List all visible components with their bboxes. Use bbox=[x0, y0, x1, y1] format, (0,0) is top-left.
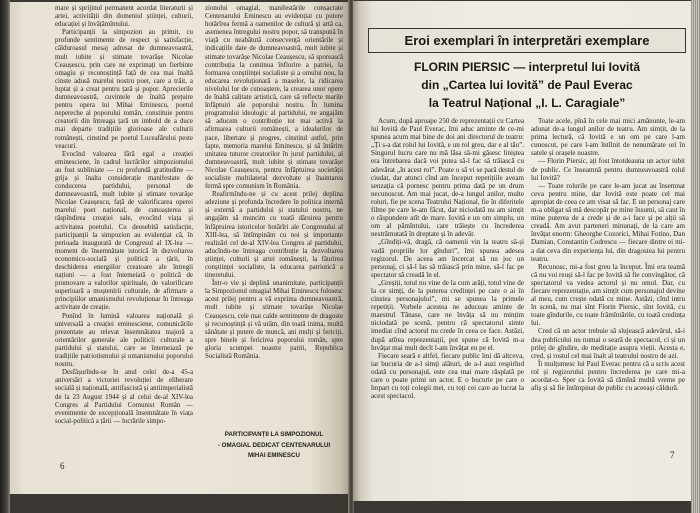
paragraph: Într-o vie și deplină unanimitate, participanții la Simpozionul omagial Mihai Eminescu folosesc acest prilej pentru a vă exprima dumneavoastră, mult iubite și stimate tovarășe Nicolae Ceaușescu, cele mai calde sentimente de dragoste și recunoștință și vă urăm, din toată inima, multă sănătate și putere de muncă, ani mulți și fericiți, spre binele și fericirea poporului român, spre gloria scumpei noastre patrii, Republica Socialistă România. bbox=[205, 280, 343, 361]
section-header-box bbox=[368, 28, 686, 53]
caption-line: PARTICIPANȚII LA SIMPOZIONUL bbox=[224, 431, 324, 438]
headline-line: FLORIN PIERSIC — interpretul lui Iovită bbox=[413, 60, 641, 74]
page-edges bbox=[691, 0, 700, 513]
paragraph: Desfășurîndu-se în anul celei de-a 45-a aniversări a victoriei revoluției de eliberare socială și națională, antifascistă și antiimperialistă de la 23 August 1944 și al celui de-al XIV-lea Congres al Partidului Comunist Român — evenimente de excepțională însemnătate în viața social-politică a țării — lucrările simpo- bbox=[55, 369, 193, 425]
article-headline bbox=[368, 58, 686, 112]
left-page-column-2 bbox=[205, 5, 343, 425]
left-page bbox=[10, 2, 350, 494]
page-number: 7 bbox=[670, 450, 675, 460]
right-page bbox=[353, 1, 691, 501]
paragraph: Fiecare seară e altfel, fiecare public îmi dă altceva, iar bucuria de a-l simți alături, de a-l auzi respirînd odată cu personajul, este cea mai mare răsplată pe care o poate primi un actor. E o bucurie pe care o împart cu toți colegii mei, cu toți cei care au lucrat la acest spectacol. bbox=[371, 351, 524, 401]
left-page-column-1 bbox=[55, 5, 193, 477]
page-number: 6 bbox=[60, 461, 65, 471]
paragraph: mare și sprijinul permanent acordat literaturii și artei, activității din domeniul științei, culturii, educației și învățămîntului. bbox=[55, 5, 193, 29]
article-signature-caption bbox=[205, 430, 343, 462]
caption-line: - OMAGIAL DEDICAT CENTENARULUI bbox=[217, 441, 331, 449]
paragraph: Acum, după aproape 250 de reprezentații cu Cartea lui Iovită de Paul Everac, îmi aduc aminte de ce-mi spunea acum mai bine de doi ani directorul de teatru: „Ți s-a dat rolul lui Iovită, e un rol greu, dar e al tău”. Singurul lucru care nu mă lăsa să-mi găsesc liniștea era întrebarea dacă voi putea să-l fac să trăiască cu adevărat „în acest rol”. Poate o să vi se pară destul de ciudat, dar atunci cînd am început repetițiile aveam senzația că pornesc pentru prima dată pe un drum necunoscut. Am mai jucat, de-a lungul anilor, multe roluri, fie pe scena Teatrului Național, fie în diferitele filme pe care le-am făcut, dar niciodată nu am simțit o răspundere atît de mare. Iovită e un om simplu, un om al pămîntului, care trăiește cu încrederea nestrămutată în dreptate și în adevăr. bbox=[371, 117, 524, 239]
paragraph: — Florin Piersic, ați fost întotdeauna un actor iubit de public. Ce înseamnă pentru dumneavoastră rolul lui Iovită? bbox=[531, 157, 685, 182]
paragraph: „Greșiți, totul nu vine de la cum arăți, totul vine de la ce simți, de la puterea credinței pe care o ai în cinstea personajului”, mi se spunea la primele repetiții. Vorbele acestea ne aduceau aminte de maestrul Tănase, care ne învăța să nu mințim niciodată pe scenă, pentru că spectatorul simte imediat cînd actorul nu crede în ceea ce face. Astăzi, după atîtea reprezentații, pot spune că Iovită m-a învățat mai mult decît l-am învățat eu pe el. bbox=[371, 278, 524, 352]
caption-line: MIHAI EMINESCU bbox=[248, 452, 300, 459]
paragraph: Participanții la simpozion au primit, cu profunde sentimente de respect și satisfacție, călduroasul mesaj adresat de dumneavoastră, mult iubite și stimate tovarășe Nicolae Ceaușescu, prin care ne exprimați un fierbinte omagiu și recunoștință față de cea mai înaltă cinste adusă marelui nostru poet, care a trăit, a luptat și a creat pentru țară și popor. Aprecierile dumneavoastră, cuvintele de înaltă prețuire pentru opera lui Mihai Eminescu, poetul nepereche al poporului român, constituie pentru creatorii din întreaga țară un imbold de a duce mai departe tradițiile glorioase ale culturii românești, cinstind pe poetul Luceafărului peste veacuri. bbox=[55, 29, 193, 150]
paragraph: „Gîndiți-vă, dragă, că oamenii vin la teatru să-și vadă propriile lor gînduri”, îmi spunea adesea regizorul. De aceea am încercat să nu joc un personaj, ci să-l las să trăiască prin mine, să-l fac pe spectator să creadă în el. bbox=[371, 238, 524, 279]
paragraph: Recunosc, mi-a fost greu la început. Îmi era teamă că nu voi reuși să-l fac pe Iovită să fie convingător, că spectatorul va vedea actorul și nu omul. Dar, cu fiecare reprezentație, am simțit cum personajul devine al meu, cum crește odată cu mine. Astăzi, cînd intru în scenă, nu mai sînt Florin Piersic, sînt Iovită, cu toate gîndurile, cu toate frămîntările, cu toată credința lui. bbox=[531, 262, 685, 328]
paragraph: Cred că un actor trebuie să slujească adevărul, să-i dea publicului nu numai o seară de spectacol, ci și un prilej de gîndire, de meditație asupra vieții. Acesta e, cred, și rostul cel mai înalt al teatrului nostru de azi. bbox=[531, 327, 685, 360]
paragraph: Toate acele, pînă în cele mai mici amănunte, le-am adunat de-a lungul anilor de teatru. Am simțit, de la prima lectură, că Iovită e un om pe care l-am cunoscut, pe care l-am întîlnit de nenumărate ori în satele și orașele noastre. bbox=[531, 117, 685, 158]
right-page-column-2 bbox=[531, 117, 685, 455]
right-page-column-1 bbox=[371, 117, 524, 475]
paragraph: — Toate rolurile pe care le-am jucat au însemnat ceva pentru mine, dar Iovită este poate cel mai apropiat de ceea ce am visat să fac. E un personaj care m-a obligat să mă descopăr pe mine însumi, să caut în mine puterea de a crede și de a-i face și pe alții să creadă. Am avut parteneri minunați, de la care am învățat enorm: Gheorghe Cozorici, Mihai Fotino, Dan Damian, Constantin Codrescu — fiecare dintre ei mi-a dat ceva din experiența lui, din dragostea lui pentru teatru. bbox=[531, 181, 685, 263]
paragraph: Îi mulțumesc lui Paul Everac pentru că a scris acest rol și regizorului pentru încrederea pe care mi-a acordat-o. Sper ca Iovită să rămînă multă vreme pe afiș și să fie întîmpinat de public cu aceeași căldură. bbox=[531, 359, 685, 393]
headline-line: din „Cartea lui Iovită” de Paul Everac bbox=[421, 78, 633, 92]
paragraph: Reafirmîndu-ne și cu acest prilej deplina adeziune și profunda încredere în politica internă și externă a partidului și statului nostru, ne angajăm să muncim cu toată dăruirea pentru înfăptuirea istoricelor hotărîri ale Congresului al XIII-lea, să întîmpinăm cu noi și importante realizări cel de-al XIV-lea Congres al partidului, aducîndu-ne întreaga contribuție la dezvoltarea științei, culturii și artei românești, la făurirea conștiinței socialiste, la educarea patriotică a tineretului. bbox=[205, 191, 343, 280]
paragraph: Punînd în lumină valoarea națională și universală a creației eminesciene, comunicările prezentate au relevat însemnătatea majoră a orientărilor generale ale politicii culturale a partidului și statului, care se întemeiază pe tradițiile patriotismului și umanismului poporului nostru. bbox=[55, 312, 193, 369]
section-title: Eroi exemplari în interpretări exemplare bbox=[404, 33, 650, 48]
headline-line: la Teatrul Național „I. L. Caragiale” bbox=[428, 96, 626, 110]
paragraph: Evocînd valoarea fără egal a creației eminesciene, în cadrul lucrărilor simpozionului au fost subliniate — cu profundă gratitudine — grija și înalta considerație manifestate de conducerea partidului, personal de dumneavoastră, mult iubite și stimate tovarășe Nicolae Ceaușescu, față de valorificarea operei marelui poet național, de cunoașterea și răspîndirea creației sale, evocînd viața și activitatea poetului. Cu deosebită satisfacție, participanții la simpozion au evidențiat că, în perioada inaugurată de Congresul al IX-lea — moment de însemnătate istorică în dezvoltarea economico-socială și politică a țării, în deschiderea energiilor creatoare ale întregii națiuni — a fost întemeiată o politică de promovare a valorilor spirituale, de valorificare superioară a moștenirii culturale, de afirmare a principiilor umanismului revoluționar în întreaga activitate de creație. bbox=[55, 150, 193, 312]
book-binding-edge bbox=[0, 0, 10, 513]
paragraph: zionului omagial, manifestările consacrate Centenarului Eminescu au evidențiat cu putere hotărîrea fermă a oamenilor de cultură și artă ca, asemenea întregului nostru popor, să transpună în viață cu neabătută consecvență orientările și indicațiile date de dumneavoastră, mult iubite și stimate tovarășe Nicolae Ceaușescu, să sporească contribuția la continua înflorire a patriei, la formarea conștiinței socialiste și a omului nou, la educarea revoluționară a maselor, la ridicarea nivelului lor de cunoaștere, la crearea unor opere de înaltă calitate artistică, care să reflecte marile înfăptuiri ale poporului nostru. În lumina programului ideologic al partidului, ne angajăm să aducem o contribuție tot mai activă la afirmarea culturii românești, a idealurilor de pace, libertate și progres, cinstind astfel, prin fapte, memoria marelui Eminescu, și să întărim unitatea tuturor creatorilor în jurul partidului, al dumneavoastră, mult iubite și stimate tovarășe Nicolae Ceaușescu, pentru înfăptuirea societății socialiste multilateral dezvoltate și înaintarea fermă spre comunism în România. bbox=[205, 5, 343, 191]
